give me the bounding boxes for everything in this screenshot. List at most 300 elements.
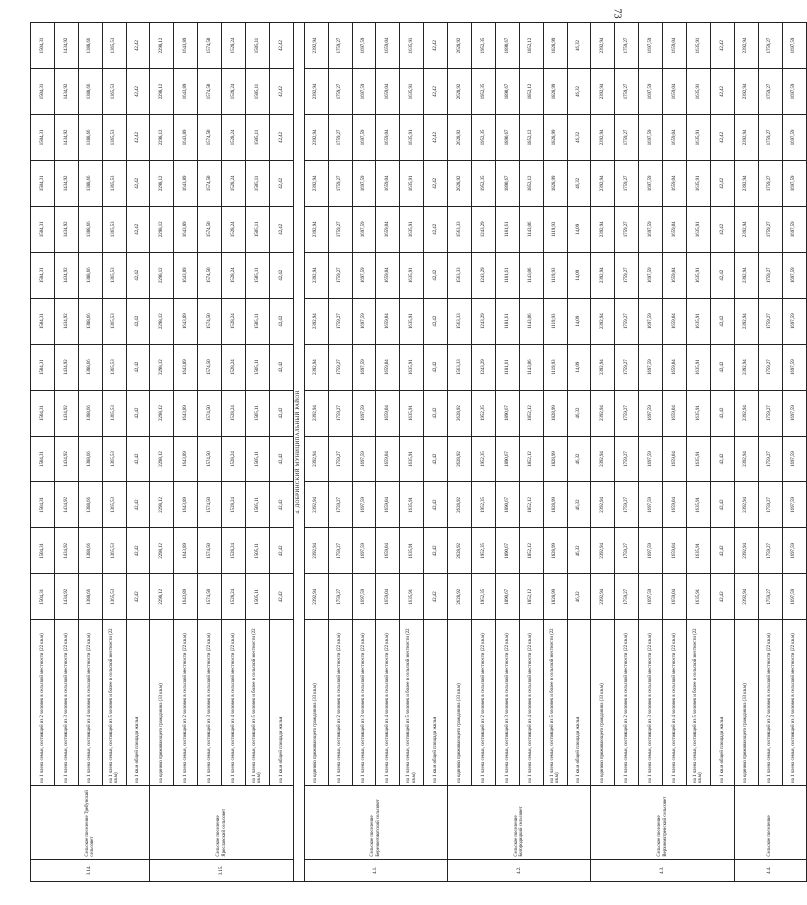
value-cell: 1505,11 [246, 114, 270, 160]
value-cell: 1635,91 [400, 114, 424, 160]
value-cell: 2298,12 [150, 482, 174, 528]
value-cell: 42,42 [269, 436, 293, 482]
value-cell: 1828,99 [543, 160, 567, 206]
value-cell: 1505,11 [246, 482, 270, 528]
value-cell: 2392,94 [591, 23, 615, 69]
value-cell: 1643,89 [174, 528, 198, 574]
value-cell: 42,42 [710, 114, 734, 160]
value-cell: 1505,11 [246, 528, 270, 574]
value-cell: 1635,91 [687, 390, 711, 436]
value-cell: 42,42 [424, 114, 448, 160]
value-cell: 42,42 [269, 298, 293, 344]
value-cell: 46,32 [567, 574, 591, 620]
value-cell: 1504,31 [31, 436, 55, 482]
group-number: 4.3. [591, 859, 734, 881]
value-cell: 1388,66 [78, 69, 102, 115]
value-cell: 1659,04 [663, 390, 687, 436]
value-cell: 1388,66 [78, 390, 102, 436]
settlement-name: Сельское поселение Богородицкий сельсовет [448, 785, 591, 859]
value-cell: 1504,31 [31, 298, 55, 344]
value-cell: 1697,59 [352, 69, 376, 115]
group-number: 3.15. [150, 859, 293, 881]
value-cell: 1828,99 [543, 114, 567, 160]
value-cell: 1697,59 [352, 114, 376, 160]
value-cell: 1759,27 [758, 160, 782, 206]
value-cell: 2392,94 [734, 160, 758, 206]
value-cell: 1635,91 [400, 252, 424, 298]
value-cell: 1635,91 [687, 344, 711, 390]
value-cell: 1952,35 [472, 160, 496, 206]
value-cell: 1659,04 [663, 574, 687, 620]
value-cell: 1635,91 [687, 160, 711, 206]
value-cell: 1697,59 [352, 436, 376, 482]
category-cell: на одиноко проживающего гражданина (33 кв.м) [448, 620, 472, 786]
value-cell: 1119,93 [543, 298, 567, 344]
value-cell: 1643,89 [174, 114, 198, 160]
table-row [198, 23, 222, 882]
value-cell: 46,32 [567, 436, 591, 482]
value-cell: 42,42 [269, 344, 293, 390]
value-cell: 2298,12 [150, 436, 174, 482]
value-cell: 1243,29 [472, 298, 496, 344]
value-cell: 1952,35 [472, 528, 496, 574]
value-cell: 2392,94 [734, 528, 758, 574]
value-cell: 1181,61 [495, 298, 519, 344]
value-cell: 1697,59 [639, 390, 663, 436]
value-cell: 1119,93 [543, 252, 567, 298]
value-cell: 1119,93 [543, 206, 567, 252]
value-cell: 1952,35 [472, 23, 496, 69]
value-cell: 42,42 [424, 344, 448, 390]
value-cell: 2298,12 [150, 114, 174, 160]
value-cell: 2392,94 [304, 252, 328, 298]
value-cell: 2298,12 [150, 206, 174, 252]
value-cell: 2628,92 [448, 528, 472, 574]
value-cell: 1528,24 [222, 23, 246, 69]
value-cell: 1635,91 [400, 574, 424, 620]
value-cell: 1697,59 [639, 482, 663, 528]
table-row [472, 23, 496, 882]
category-cell: на 1 кв.м общей площади жилья [269, 620, 293, 786]
value-cell: 1388,66 [78, 436, 102, 482]
value-cell: 46,32 [567, 114, 591, 160]
value-cell: 2628,92 [448, 482, 472, 528]
value-cell: 1890,67 [495, 436, 519, 482]
value-cell: 1505,11 [246, 160, 270, 206]
value-cell: 1563,33 [448, 298, 472, 344]
value-cell: 42,42 [710, 390, 734, 436]
value-cell: 1574,50 [198, 436, 222, 482]
value-cell: 2392,94 [591, 298, 615, 344]
value-cell: 42,42 [269, 528, 293, 574]
value-cell: 2392,94 [304, 528, 328, 574]
value-cell: 1852,12 [519, 160, 543, 206]
value-cell: 2298,12 [150, 69, 174, 115]
value-cell: 1434,92 [54, 482, 78, 528]
value-cell: 1952,35 [472, 574, 496, 620]
value-cell: 1434,92 [54, 23, 78, 69]
value-cell: 1852,12 [519, 69, 543, 115]
value-cell: 2392,94 [304, 344, 328, 390]
value-cell: 46,32 [567, 390, 591, 436]
value-cell: 1697,59 [352, 390, 376, 436]
value-cell: 1434,92 [54, 390, 78, 436]
value-cell: 1143,06 [519, 252, 543, 298]
value-cell: 1852,12 [519, 23, 543, 69]
value-cell: 1434,92 [54, 206, 78, 252]
value-cell: 1952,35 [472, 114, 496, 160]
value-cell: 42,42 [710, 69, 734, 115]
value-cell: 1759,27 [615, 390, 639, 436]
value-cell: 1434,92 [54, 344, 78, 390]
value-cell: 2392,94 [734, 23, 758, 69]
settlement-name: Сельское поселение Ярославский сельсовет [150, 785, 293, 859]
table-row [102, 23, 126, 882]
value-cell: 1635,91 [687, 528, 711, 574]
value-cell: 1759,27 [328, 252, 352, 298]
value-cell: 1890,67 [495, 69, 519, 115]
value-cell: 1635,91 [400, 436, 424, 482]
value-cell: 46,32 [567, 528, 591, 574]
value-cell: 1759,27 [615, 574, 639, 620]
value-cell: 1504,31 [31, 390, 55, 436]
value-cell: 1759,27 [758, 252, 782, 298]
category-cell: на 1 кв.м общей площади жилья [710, 620, 734, 786]
value-cell: 2298,12 [150, 574, 174, 620]
value-cell: 1574,50 [198, 528, 222, 574]
value-cell: 2392,94 [734, 390, 758, 436]
value-cell: 1365,53 [102, 206, 126, 252]
rotated-table-container [30, 22, 797, 882]
value-cell: 42,42 [424, 298, 448, 344]
value-cell: 1504,31 [31, 160, 55, 206]
value-cell: 42,42 [126, 436, 150, 482]
settlement-name: Сельское поселение Требунский сельсовет [31, 785, 150, 859]
category-cell: на 1 кв.м общей площади жилья [126, 620, 150, 786]
value-cell: 1643,89 [174, 23, 198, 69]
value-cell: 1635,91 [400, 482, 424, 528]
value-cell: 42,42 [710, 23, 734, 69]
value-cell: 1365,53 [102, 69, 126, 115]
value-cell: 1659,04 [663, 436, 687, 482]
value-cell: 1505,11 [246, 298, 270, 344]
value-cell: 1759,27 [758, 69, 782, 115]
value-cell: 1952,35 [472, 482, 496, 528]
value-cell: 1659,04 [376, 23, 400, 69]
value-cell: 42,42 [269, 160, 293, 206]
value-cell: 42,42 [126, 114, 150, 160]
category-cell: на одиноко проживающего гражданина (33 кв.м) [734, 620, 758, 786]
value-cell: 2392,94 [304, 23, 328, 69]
table-body [31, 23, 807, 882]
value-cell: 1697,59 [782, 114, 806, 160]
table-row [328, 23, 352, 882]
value-cell: 2298,12 [150, 390, 174, 436]
value-cell: 2392,94 [734, 252, 758, 298]
value-cell: 1365,53 [102, 114, 126, 160]
category-cell: на 1 члена семьи, состоящей из 3 человек в сельской местности (22 кв.м) [639, 620, 663, 786]
value-cell: 2392,94 [304, 69, 328, 115]
value-cell: 1528,24 [222, 390, 246, 436]
table-row [758, 23, 782, 882]
value-cell: 1759,27 [328, 574, 352, 620]
value-cell: 2392,94 [734, 344, 758, 390]
value-cell: 1574,50 [198, 344, 222, 390]
value-cell: 1659,04 [376, 574, 400, 620]
category-cell: на 1 члена семьи, состоящей из 3 человек в сельской местности (22 кв.м) [495, 620, 519, 786]
value-cell: 42,42 [126, 344, 150, 390]
value-cell: 14,09 [567, 206, 591, 252]
value-cell: 1659,04 [376, 252, 400, 298]
category-cell: на 1 члена семьи, состоящей из 2 человек в сельской местности (22 кв.м) [758, 620, 782, 786]
value-cell: 1434,92 [54, 298, 78, 344]
value-cell: 2298,12 [150, 23, 174, 69]
value-cell: 1365,53 [102, 528, 126, 574]
value-cell: 1643,89 [174, 298, 198, 344]
tariff-table [30, 22, 807, 882]
value-cell: 2392,94 [591, 160, 615, 206]
value-cell: 1697,59 [352, 23, 376, 69]
value-cell: 1643,89 [174, 574, 198, 620]
value-cell: 1659,04 [376, 344, 400, 390]
value-cell: 1574,50 [198, 23, 222, 69]
value-cell: 1659,04 [663, 114, 687, 160]
value-cell: 1528,24 [222, 160, 246, 206]
value-cell: 1759,27 [328, 160, 352, 206]
value-cell: 1659,04 [376, 298, 400, 344]
group-number: 4.1. [304, 859, 447, 881]
value-cell: 1528,24 [222, 344, 246, 390]
value-cell: 2298,12 [150, 344, 174, 390]
value-cell: 2392,94 [591, 69, 615, 115]
value-cell: 42,42 [126, 252, 150, 298]
value-cell: 1528,24 [222, 574, 246, 620]
settlement-name: Сельское поселение Березнеговатский сельсовет [304, 785, 447, 859]
value-cell: 1697,59 [782, 69, 806, 115]
table-row [31, 23, 55, 882]
value-cell: 1635,91 [687, 298, 711, 344]
value-cell: 1828,99 [543, 528, 567, 574]
value-cell: 2392,94 [591, 252, 615, 298]
category-cell: на 1 члена семьи, состоящей из 5 человек и более в сельской местности (22 кв.м) [400, 620, 424, 786]
category-cell: на 1 члена семьи, состоящей из 5 человек и более в сельской местности (22 кв.м) [102, 620, 126, 786]
value-cell: 14,09 [567, 298, 591, 344]
district-header-row [293, 23, 304, 882]
value-cell: 42,42 [424, 574, 448, 620]
value-cell: 1697,59 [639, 160, 663, 206]
value-cell: 1505,11 [246, 206, 270, 252]
value-cell: 1659,04 [663, 344, 687, 390]
value-cell: 1759,27 [615, 436, 639, 482]
category-cell: на 1 члена семьи, состоящей из 5 человек и более в сельской местности (22 кв.м) [687, 620, 711, 786]
table-row [246, 23, 270, 882]
value-cell: 1388,66 [78, 528, 102, 574]
group-number: 4.2. [448, 859, 591, 881]
table-row [78, 23, 102, 882]
value-cell: 1504,31 [31, 344, 55, 390]
table-row [150, 23, 174, 882]
value-cell: 1388,66 [78, 344, 102, 390]
category-cell: на 1 члена семьи, состоящей из 2 человек в сельской местности (22 кв.м) [472, 620, 496, 786]
value-cell: 1659,04 [663, 206, 687, 252]
value-cell: 42,42 [269, 69, 293, 115]
value-cell: 1635,91 [687, 69, 711, 115]
value-cell: 42,42 [126, 206, 150, 252]
value-cell: 1697,59 [352, 206, 376, 252]
value-cell: 1365,53 [102, 252, 126, 298]
value-cell: 1697,59 [639, 252, 663, 298]
value-cell: 1852,12 [519, 482, 543, 528]
value-cell: 1659,04 [376, 436, 400, 482]
value-cell: 1505,11 [246, 436, 270, 482]
value-cell: 1643,89 [174, 206, 198, 252]
value-cell: 1890,67 [495, 482, 519, 528]
value-cell: 1759,27 [328, 390, 352, 436]
value-cell: 1365,53 [102, 160, 126, 206]
value-cell: 42,42 [126, 160, 150, 206]
value-cell: 1759,27 [758, 528, 782, 574]
table-row [543, 23, 567, 882]
value-cell: 1759,27 [615, 482, 639, 528]
value-cell: 1697,59 [639, 528, 663, 574]
value-cell: 1643,89 [174, 344, 198, 390]
value-cell: 1759,27 [328, 23, 352, 69]
value-cell: 1528,24 [222, 298, 246, 344]
value-cell: 1388,66 [78, 252, 102, 298]
value-cell: 1635,91 [687, 114, 711, 160]
value-cell: 42,42 [269, 114, 293, 160]
value-cell: 1365,53 [102, 390, 126, 436]
value-cell: 1365,53 [102, 574, 126, 620]
value-cell: 1635,91 [400, 23, 424, 69]
value-cell: 1759,27 [758, 436, 782, 482]
value-cell: 2392,94 [591, 206, 615, 252]
value-cell: 1505,11 [246, 390, 270, 436]
value-cell: 1504,31 [31, 482, 55, 528]
value-cell: 1890,67 [495, 390, 519, 436]
value-cell: 42,42 [269, 574, 293, 620]
value-cell: 42,42 [126, 298, 150, 344]
value-cell: 2392,94 [304, 574, 328, 620]
value-cell: 1434,92 [54, 114, 78, 160]
value-cell: 2392,94 [734, 436, 758, 482]
value-cell: 1759,27 [328, 206, 352, 252]
value-cell: 1635,91 [687, 574, 711, 620]
value-cell: 1759,27 [758, 23, 782, 69]
value-cell: 1697,59 [352, 344, 376, 390]
value-cell: 1697,59 [782, 160, 806, 206]
table-row [519, 23, 543, 882]
value-cell: 1504,31 [31, 206, 55, 252]
value-cell: 42,42 [424, 436, 448, 482]
value-cell: 42,42 [126, 390, 150, 436]
value-cell: 2392,94 [304, 436, 328, 482]
value-cell: 1697,59 [782, 436, 806, 482]
value-cell: 42,42 [269, 482, 293, 528]
value-cell: 42,42 [710, 206, 734, 252]
value-cell: 2628,92 [448, 69, 472, 115]
value-cell: 2392,94 [591, 574, 615, 620]
value-cell: 1952,35 [472, 436, 496, 482]
value-cell: 1852,12 [519, 436, 543, 482]
value-cell: 42,42 [424, 482, 448, 528]
value-cell: 2628,92 [448, 574, 472, 620]
value-cell: 1952,35 [472, 69, 496, 115]
table-row [174, 23, 198, 882]
value-cell: 1759,27 [758, 298, 782, 344]
value-cell: 1828,99 [543, 574, 567, 620]
table-row [424, 23, 448, 882]
value-cell: 1759,27 [615, 252, 639, 298]
value-cell: 1697,59 [782, 23, 806, 69]
value-cell: 1388,66 [78, 114, 102, 160]
district-title: 4. ДОБРИНСКИЙ МУНИЦИПАЛЬНЫЙ РАЙОН [293, 23, 304, 882]
value-cell: 1643,89 [174, 252, 198, 298]
value-cell: 1659,04 [663, 23, 687, 69]
value-cell: 2392,94 [591, 528, 615, 574]
table-row [376, 23, 400, 882]
value-cell: 1635,91 [400, 344, 424, 390]
value-cell: 1697,59 [782, 252, 806, 298]
category-cell: на 1 члена семьи, состоящей из 4 человек в сельской местности (22 кв.м) [376, 620, 400, 786]
value-cell: 1759,27 [615, 206, 639, 252]
value-cell: 42,42 [710, 160, 734, 206]
value-cell: 2392,94 [304, 298, 328, 344]
value-cell: 1659,04 [376, 482, 400, 528]
value-cell: 1574,50 [198, 114, 222, 160]
value-cell: 1505,11 [246, 23, 270, 69]
value-cell: 1659,04 [663, 298, 687, 344]
table-row [734, 23, 758, 882]
value-cell: 42,42 [126, 23, 150, 69]
value-cell: 2298,12 [150, 160, 174, 206]
value-cell: 42,42 [269, 206, 293, 252]
value-cell: 1890,67 [495, 574, 519, 620]
value-cell: 1574,50 [198, 206, 222, 252]
value-cell: 1434,92 [54, 252, 78, 298]
value-cell: 1388,66 [78, 23, 102, 69]
value-cell: 1504,31 [31, 23, 55, 69]
value-cell: 1697,59 [352, 528, 376, 574]
value-cell: 2392,94 [734, 206, 758, 252]
table-row [663, 23, 687, 882]
value-cell: 1828,99 [543, 390, 567, 436]
value-cell: 42,42 [126, 69, 150, 115]
category-cell: на 1 члена семьи, состоящей из 3 человек в сельской местности (22 кв.м) [54, 620, 78, 786]
value-cell: 1852,12 [519, 390, 543, 436]
value-cell: 2392,94 [734, 114, 758, 160]
value-cell: 1759,27 [615, 23, 639, 69]
value-cell: 2392,94 [591, 436, 615, 482]
value-cell: 1697,59 [782, 298, 806, 344]
value-cell: 1635,91 [400, 390, 424, 436]
value-cell: 2628,92 [448, 160, 472, 206]
page-number: 73 [611, 8, 623, 19]
value-cell: 1952,35 [472, 390, 496, 436]
value-cell: 42,42 [424, 252, 448, 298]
value-cell: 1828,99 [543, 23, 567, 69]
value-cell: 42,42 [126, 482, 150, 528]
value-cell: 1563,33 [448, 252, 472, 298]
category-cell: на 1 члена семьи, состоящей из 2 человек в сельской местности (22 кв.м) [328, 620, 352, 786]
value-cell: 1528,24 [222, 114, 246, 160]
table-row [126, 23, 150, 882]
value-cell: 1697,59 [352, 574, 376, 620]
value-cell: 46,32 [567, 23, 591, 69]
value-cell: 1697,59 [782, 482, 806, 528]
value-cell: 1697,59 [782, 344, 806, 390]
value-cell: 1759,27 [328, 528, 352, 574]
